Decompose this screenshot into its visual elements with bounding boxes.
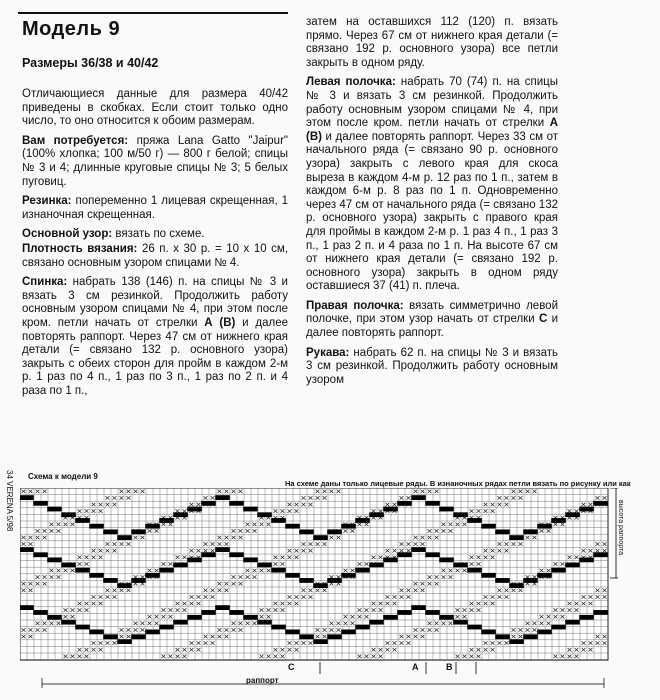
- intro-paragraph: Отличающиеся данные для размера 40/42 приведены в скобках. Если стоит только одно число, то оно относится к обоим размерам.: [22, 88, 288, 128]
- back-marker-a: А: [204, 316, 213, 329]
- sleeves-paragraph: [306, 347, 558, 388]
- pattern-paragraph: [22, 228, 288, 242]
- chart-title: Схема к модели 9: [28, 472, 98, 481]
- gauge-paragraph: [22, 243, 288, 270]
- materials-text: пряжа Lana Gatto "Jaipur" (100% хлопка; 100 м/50 г) — 800 г белой; спицы № 3 и 4; длинные круговые спицы № 3; 5 белых пуговиц.: [22, 134, 288, 188]
- gauge-text: 26 п. х 30 р. = 10 х 10 см, связано основным узором спицами № 4.: [22, 242, 288, 269]
- rib-label: Резинка:: [22, 195, 72, 208]
- marker-b-label: B: [446, 662, 453, 672]
- right-front-paragraph: [306, 300, 558, 341]
- sizes-heading: Размеры 36/38 и 40/42: [22, 56, 159, 70]
- rib-text: попеременно 1 лицевая скрещенная, 1 изнаночная скрещенная.: [22, 195, 289, 221]
- left-front-paragraph: [306, 76, 558, 294]
- text-column-left: [22, 88, 288, 404]
- gauge-label: Плотность вязания:: [22, 242, 138, 255]
- sleeves-label: Рукава:: [306, 346, 350, 359]
- materials-label: Вам потребуется:: [22, 134, 129, 147]
- back-continuation: затем на оставшихся 112 (120) п. вязать прямо. Через 67 см от нижнего края детали (= связано 192 р. основного узора) все петли закрыть в одном ряду.: [306, 16, 558, 69]
- right-front-text-a: вязать симметрично левой полочке, при этом узор начать от стрелки: [306, 299, 558, 326]
- left-front-paren-b: (В): [306, 130, 322, 143]
- sleeves-text: набрать 62 п. на спицы № 3 и вязать 3 см резинкой. Продолжить работу основным узором: [306, 346, 558, 386]
- right-front-label: Правая полочка:: [306, 299, 404, 312]
- pattern-text: вязать по схеме.: [115, 228, 205, 241]
- page-title: Модель 9: [22, 18, 121, 40]
- marker-a-label: A: [412, 662, 419, 672]
- rapport-height-label: высота раппорта: [617, 500, 624, 556]
- marker-c-label: C: [288, 662, 295, 672]
- text-column-right: [306, 16, 558, 393]
- title-rule: [18, 12, 288, 14]
- left-front-label: Левая полочка:: [306, 76, 396, 89]
- right-front-marker-c: С: [538, 313, 548, 326]
- back-paragraph: [22, 276, 288, 398]
- back-text-a: набрать 138 (146) п. на спицы № 3 и вязать 3 см резинкой. Продолжить работу основным узором спицами № 4, при этом после кром. петли начать от стрелки: [22, 276, 288, 329]
- back-label: Спинка:: [22, 276, 68, 289]
- materials-paragraph: [22, 135, 288, 189]
- back-text-b: и далее повторять раппорт. Через 47 см от нижнего края детали (= связано 132 р. основного узора) закрыть с обеих сторон для пройм в каждом 2-м р. 1 раз по 4 п., 1 раз по 3 п., 1 раз по 2 п. и 4 раза по 1 п.,: [22, 316, 288, 397]
- knitting-chart: [20, 488, 620, 698]
- left-front-text-a: набрать 70 (74) п. на спицы № 3 и вязать 3 см резинкой. Продолжить работу основным узором спицами № 4, при этом после кром. петли начать от стрелки: [306, 76, 558, 130]
- issue-side-label: 34 VERENA 5/98: [5, 470, 14, 532]
- rib-paragraph: [22, 195, 288, 222]
- rapport-label: раппорт: [246, 676, 279, 685]
- back-paren-b: (В): [219, 316, 236, 329]
- pattern-label: Основной узор:: [22, 228, 113, 241]
- left-front-text-b: и далее повторять раппорт. Через 33 см от начального ряда (= связано 90 р. основного узора) закрыть с левого края для скоса выреза в каждом 4-м р. 12 раз по 1 п., затем в каждом 6-м р. 8 раз по 1 п. Одновременно через 47 см от начального ряда (= связано 132 р. основного узора) закрыть с правого края для проймы в каждом 2-м р. 1 раз 4 п., 1 раз 3 п., 1 раз 2 п. и 4 раза по 1 п. На высоте 67 см от нижнего края детали (= связано 192 р. основного узора) закрыть в одном ряду оставшиеся 37 (41) п. плеча.: [306, 130, 558, 293]
- left-front-marker-a: А: [549, 117, 558, 130]
- chart-note: На схеме даны только лицевые ряды. В изнаночных рядах петли вязать по рисунку или как: [285, 479, 631, 488]
- right-front-text-b: и далее повторять раппорт.: [306, 313, 558, 340]
